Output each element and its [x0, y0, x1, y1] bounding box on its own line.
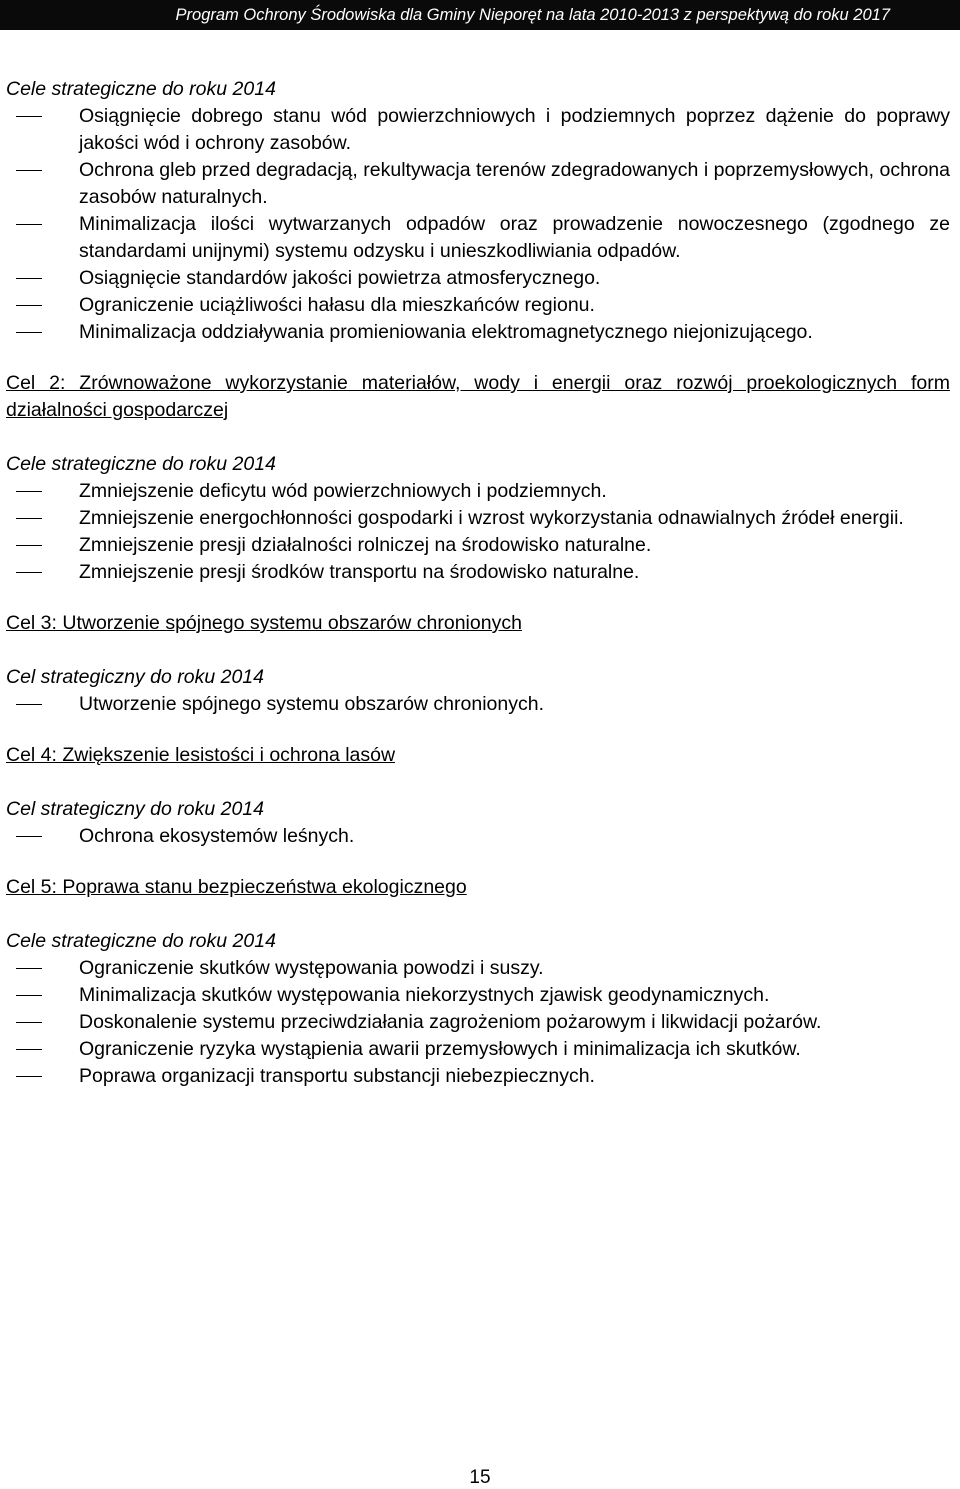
dash-bullet-icon: [16, 305, 42, 306]
goal-heading: Cel 5: Poprawa stanu bezpieczeństwa ekologicznego: [6, 876, 467, 898]
list-item: Utworzenie spójnego systemu obszarów chronionych.: [6, 691, 950, 718]
dash-bullet-icon: [16, 518, 42, 519]
section-subtitle: Cele strategiczne do roku 2014: [6, 453, 276, 475]
dash-bullet-icon: [16, 1049, 42, 1050]
dash-bullet-icon: [16, 170, 42, 171]
goal-section-5: [6, 874, 950, 1090]
dash-bullet-icon: [16, 491, 42, 492]
list-item: Ograniczenie ryzyka wystąpienia awarii przemysłowych i minimalizacja ich skutków.: [6, 1036, 950, 1063]
document-header: [0, 0, 960, 30]
goal-heading: Cel 3: Utworzenie spójnego systemu obszarów chronionych: [6, 612, 522, 634]
list-item: Osiągnięcie standardów jakości powietrza atmosferycznego.: [6, 265, 950, 292]
section-subtitle: Cele strategiczne do roku 2014: [6, 78, 276, 100]
list-item: Minimalizacja oddziaływania promieniowania elektromagnetycznego niejonizującego.: [6, 319, 950, 346]
section-subtitle: Cele strategiczne do roku 2014: [6, 930, 276, 952]
objective-list: [6, 103, 950, 346]
objective-list: [6, 478, 950, 586]
goal-section-1: [6, 76, 950, 346]
objective-list: [6, 823, 950, 850]
section-subtitle: Cel strategiczny do roku 2014: [6, 798, 264, 820]
goal-section-2: [6, 370, 950, 586]
goal-section-4: [6, 742, 950, 850]
dash-bullet-icon: [16, 1076, 42, 1077]
dash-bullet-icon: [16, 1022, 42, 1023]
list-item: Minimalizacja ilości wytwarzanych odpadów oraz prowadzenie nowoczesnego (zgodnego ze standardami unijnymi) systemu odzysku i unieszkodliwiania odpadów.: [6, 211, 950, 265]
list-item: Zmniejszenie presji działalności rolniczej na środowisko naturalne.: [6, 532, 950, 559]
list-item: Ochrona gleb przed degradacją, rekultywacja terenów zdegradowanych i poprzemysłowych, ochrona zasobów naturalnych.: [6, 157, 950, 211]
dash-bullet-icon: [16, 332, 42, 333]
goal-heading: Cel 4: Zwiększenie lesistości i ochrona lasów: [6, 744, 396, 766]
dash-bullet-icon: [16, 545, 42, 546]
dash-bullet-icon: [16, 116, 42, 117]
dash-bullet-icon: [16, 836, 42, 837]
objective-list: [6, 691, 950, 718]
goal-section-3: [6, 610, 950, 718]
list-item: Poprawa organizacji transportu substancji niebezpiecznych.: [6, 1063, 950, 1090]
dash-bullet-icon: [16, 572, 42, 573]
dash-bullet-icon: [16, 968, 42, 969]
list-item: Minimalizacja skutków występowania niekorzystnych zjawisk geodynamicznych.: [6, 982, 950, 1009]
dash-bullet-icon: [16, 995, 42, 996]
dash-bullet-icon: [16, 278, 42, 279]
document-title: Program Ochrony Środowiska dla Gminy Nieporęt na lata 2010-2013 z perspektywą do roku 2017: [175, 6, 890, 24]
goal-heading: Cel 2: Zrównoważone wykorzystanie materiałów, wody i energii oraz rozwój proekologicznych form działalności gospodarczej: [6, 372, 950, 421]
page-content: [6, 76, 950, 1114]
list-item: Osiągnięcie dobrego stanu wód powierzchniowych i podziemnych poprzez dążenie do poprawy jakości wód i ochrony zasobów.: [6, 103, 950, 157]
page-number: 15: [469, 1467, 491, 1488]
section-subtitle: Cel strategiczny do roku 2014: [6, 666, 264, 688]
list-item: Zmniejszenie deficytu wód powierzchniowych i podziemnych.: [6, 478, 950, 505]
dash-bullet-icon: [16, 704, 42, 705]
list-item: Ograniczenie uciążliwości hałasu dla mieszkańców regionu.: [6, 292, 950, 319]
list-item: Ochrona ekosystemów leśnych.: [6, 823, 950, 850]
list-item: Ograniczenie skutków występowania powodzi i suszy.: [6, 955, 950, 982]
list-item: Doskonalenie systemu przeciwdziałania zagrożeniom pożarowym i likwidacji pożarów.: [6, 1009, 950, 1036]
list-item: Zmniejszenie energochłonności gospodarki i wzrost wykorzystania odnawialnych źródeł energii.: [6, 505, 950, 532]
dash-bullet-icon: [16, 224, 42, 225]
objective-list: [6, 955, 950, 1090]
list-item: Zmniejszenie presji środków transportu na środowisko naturalne.: [6, 559, 950, 586]
